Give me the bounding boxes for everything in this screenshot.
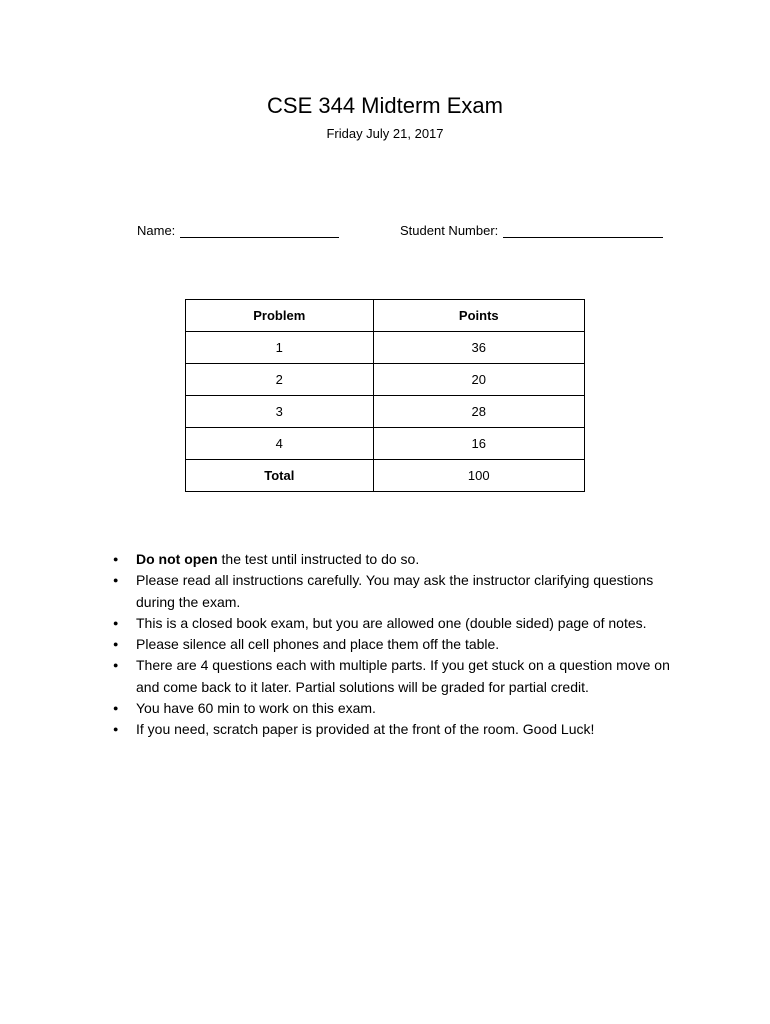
points-cell: 28 [373, 396, 584, 428]
name-field [137, 223, 339, 239]
problem-cell: 2 [186, 364, 374, 396]
problem-cell: 3 [186, 396, 374, 428]
points-cell: 20 [373, 364, 584, 396]
column-header-problem: Problem [186, 300, 374, 332]
instruction-emphasis: Do not open [136, 551, 218, 567]
instruction-text: the test until instructed to do so. [217, 551, 420, 567]
problem-cell: 1 [186, 332, 374, 364]
table-total-row [186, 460, 585, 492]
exam-date: Friday July 21, 2017 [326, 126, 444, 141]
instructions-list [110, 549, 670, 741]
instruction-text: This is a closed book exam, but you are allowed one (double sided) page of notes. [136, 614, 647, 631]
student-number-label: Student Number: [400, 223, 499, 238]
total-label-cell: Total [186, 460, 374, 492]
list-item [110, 549, 670, 570]
problem-cell: 4 [186, 428, 374, 460]
list-item [110, 613, 670, 634]
student-number-blank-line [503, 223, 663, 238]
student-number-field [400, 223, 663, 239]
instruction-text: If you need, scratch paper is provided at the front of the room. Good Luck! [136, 721, 595, 738]
instruction-text: There are 4 questions each with multiple parts. If you get stuck on a question move on and come back to it later. Partial solutions will be graded for partial credit. [136, 657, 670, 695]
table-row [186, 396, 585, 428]
list-item [110, 634, 670, 655]
instruction-text: Please read all instructions carefully. You may ask the instructor clarifying questions during the exam. [136, 572, 654, 610]
page-title: CSE 344 Midterm Exam [267, 93, 503, 118]
list-item [110, 719, 670, 740]
score-table [185, 299, 585, 492]
list-item [110, 570, 670, 613]
instruction-text: Please silence all cell phones and place them off the table. [136, 636, 500, 653]
points-cell: 16 [373, 428, 584, 460]
table-row [186, 332, 585, 364]
list-item [110, 698, 670, 719]
points-cell: 36 [373, 332, 584, 364]
table-header-row [186, 300, 585, 332]
column-header-points: Points [373, 300, 584, 332]
list-item [110, 655, 670, 698]
name-label: Name: [137, 223, 176, 238]
total-points-cell: 100 [373, 460, 584, 492]
table-row [186, 428, 585, 460]
table-row [186, 364, 585, 396]
name-blank-line [180, 223, 339, 238]
instruction-text: You have 60 min to work on this exam. [136, 700, 376, 717]
